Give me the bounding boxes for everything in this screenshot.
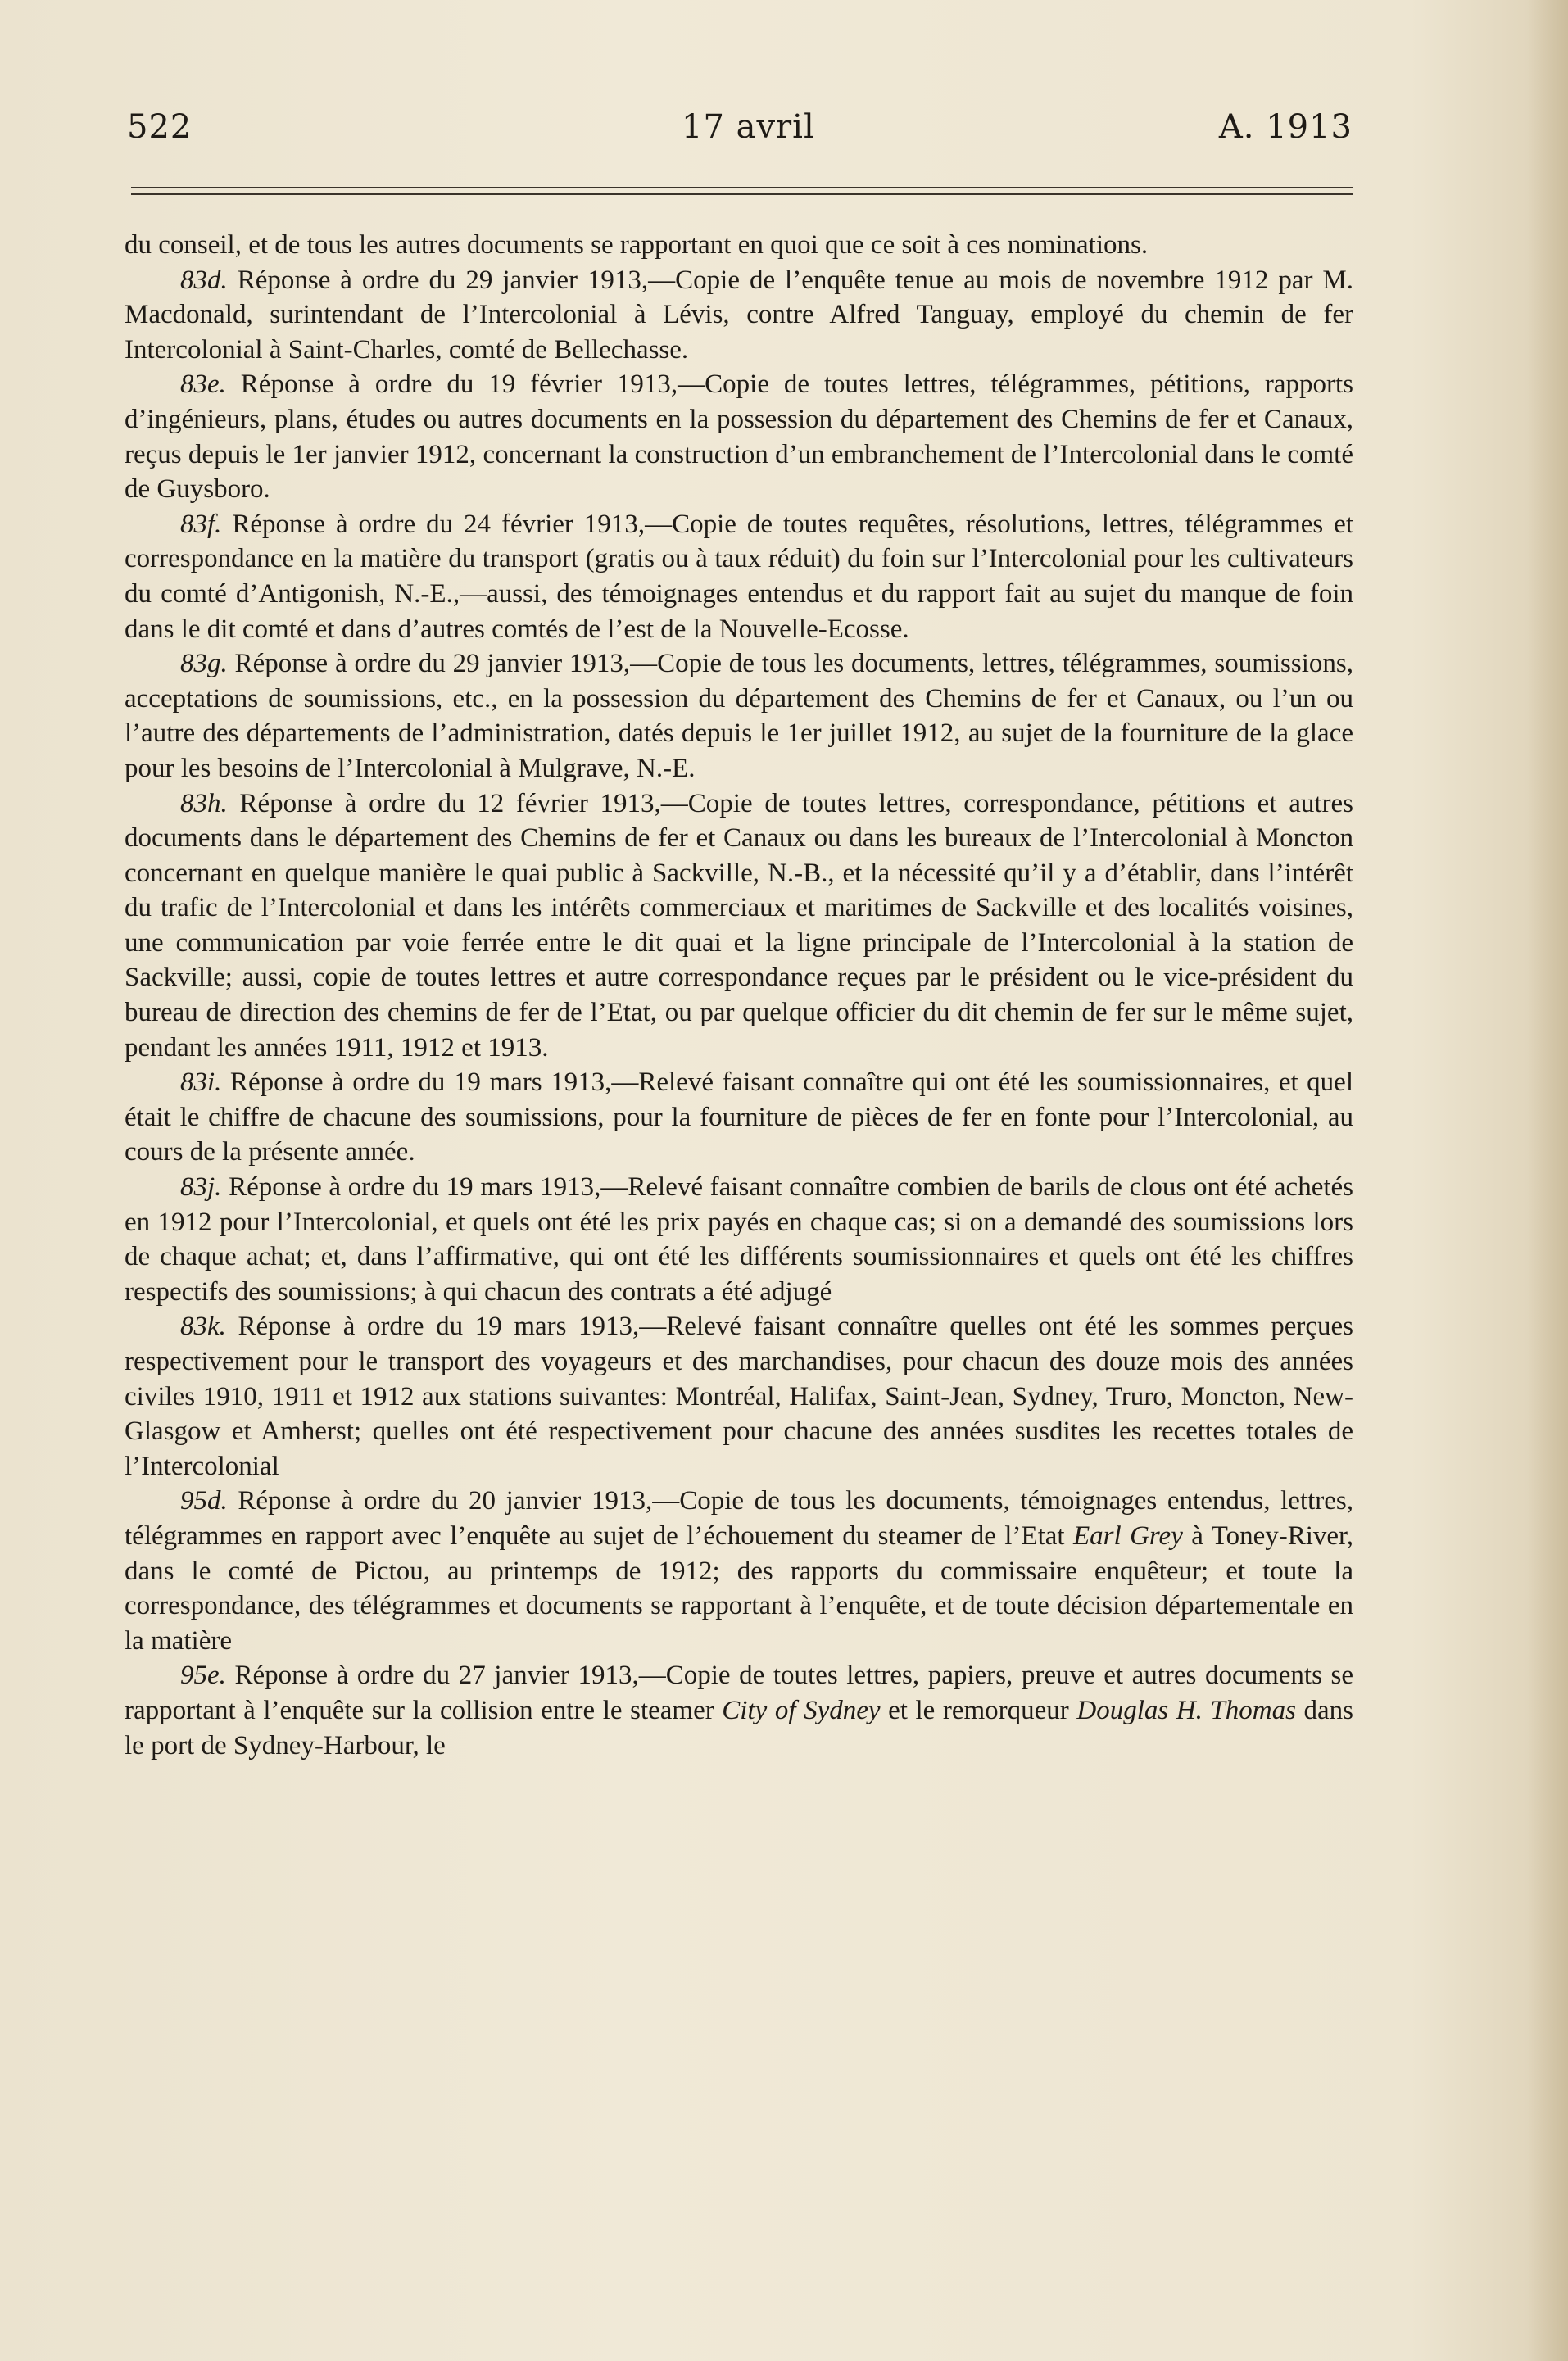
entry-text: Réponse à ordre du 29 janvier 1913,—Copie de tous les documents, lettres, télégrammes, soumissions, acceptations de soumissions, etc., en la possession du département des Chemins de fer et Canaux, ou l’un ou l’autre des départements de l’administration, datés depuis le 1er juillet 1912, au sujet de la fourniture de la glace pour les besoins de l’Intercolonial à Mulgrave, N.-E. [125, 649, 1353, 783]
entry-text: Réponse à ordre du 20 janvier 1913,—Copie de tous les documents, témoignages entendus, lettres, télégrammes en rapport avec l’enquête au sujet de l’échouement du steamer de l’Etat [125, 1486, 1353, 1551]
entry-text: Réponse à ordre du 29 janvier 1913,—Copie de l’enquête tenue au mois de novembre 1912 par M. Macdonald, surintendant de l’Intercolonial à Lévis, contre Alfred Tanguay, employé du chemin de fer Intercolonial à Saint-Charles, comté de Bellechasse. [125, 265, 1353, 365]
entry-text: Réponse à ordre du 12 février 1913,—Copie de toutes lettres, correspondance, pétitions et autres documents dans le département des Chemins de fer et Canaux ou dans les bureaux de l’Intercolonial à Moncton concernant en quelque manière le quai public à Sackville, N.-B., et la nécessité qu’il y a d’établir, dans l’intérêt du trafic de l’Intercolonial et dans les intérêts commerciaux et maritimes de Sackville et des localités voisines, une communication par voie ferrée entre le dit quai et la ligne principale de l’Intercolonial à la station de Sackville; aussi, copie de toutes lettres et autre correspondance reçues par le président ou le vice-président du bureau de direction des chemins de fer de l’Etat, ou par quelque officier du dit chemin de fer sur le même sujet, pendant les années 1911, 1912 et 1913. [125, 788, 1353, 1063]
entry-83d [125, 263, 1353, 368]
entry-ref: 95e. [180, 1661, 226, 1691]
page-edge-shadow [1527, 0, 1568, 2361]
entry-83k [125, 1309, 1353, 1484]
entry-95d [125, 1484, 1353, 1658]
header-year: A. 1913 [1218, 108, 1353, 146]
entry-95e [125, 1658, 1353, 1763]
entry-83j [125, 1170, 1353, 1309]
opening-paragraph: du conseil, et de tous les autres documents se rapportant en quoi que ce soit à ces nominations. [125, 230, 1149, 260]
entry-83e [125, 367, 1353, 506]
entry-ref: 83h. [180, 788, 228, 818]
entry-ref: 83f. [180, 509, 222, 539]
entry-ref: 83g. [180, 649, 228, 679]
entry-ref: 83j. [180, 1172, 222, 1203]
tugboat-name: Douglas H. Thomas [1076, 1695, 1296, 1725]
entry-83h [125, 786, 1353, 1066]
entry-text: Réponse à ordre du 19 mars 1913,—Relevé faisant connaître combien de barils de clous ont été achetés en 1912 pour l’Intercolonial, et quels ont été les prix payés en chaque cas; si on a demandé des soumissions lors de chaque achat; et, dans l’affirmative, qui ont été les différents soumissionnaires et quels ont été les chiffres respectifs des soumissions; à qui chacun des contrats a été adjugé [125, 1172, 1353, 1307]
entry-ref: 95d. [180, 1486, 228, 1516]
ship-name: Earl Grey [1073, 1520, 1183, 1551]
entry-ref: 83i. [180, 1067, 222, 1098]
header-date: 17 avril [682, 108, 815, 146]
header-rule-bottom [131, 193, 1353, 195]
entry-text: Réponse à ordre du 19 mars 1913,—Relevé faisant connaître qui ont été les soumissionnaires, et quel était le chiffre de chacune des soumissions, pour la fourniture de pièces de fer en fonte pour l’Intercolonial, au cours de la présente année. [125, 1067, 1353, 1167]
entry-ref: 83e. [180, 369, 226, 400]
header-rule-top [131, 187, 1353, 188]
entry-text: Réponse à ordre du 19 mars 1913,—Relevé faisant connaître quelles ont été les sommes perçues respectivement pour le transport des voyageurs et des marchandises, pour chacun des douze mois des années civiles 1910, 1911 et 1912 aux stations suivantes: Montréal, Halifax, Saint-Jean, Sydney, Truro, Moncton, New-Glasgow et Amherst; quelles ont été respectivement pour chacune des années susdites les recettes totales de l’Intercolonial [125, 1312, 1353, 1481]
entry-text-continued: à Toney-River, dans le comté de Pictou, au printemps de 1912; des rapports du commissaire enquêteur; et toute la correspondance, des télégrammes et documents se rapportant à l’enquête, et de toute décision départementale en la matière [125, 1520, 1353, 1656]
entry-83f [125, 507, 1353, 646]
entry-83i [125, 1065, 1353, 1170]
entry-83g [125, 646, 1353, 786]
ship-name: City of Sydney [722, 1695, 881, 1725]
entry-text: Réponse à ordre du 24 février 1913,—Copie de toutes requêtes, résolutions, lettres, télégrammes et correspondance en la matière du transport (gratis ou à taux réduit) du foin sur l’Intercolonial pour les cultivateurs du comté d’Antigonish, N.-E.,—aussi, des témoignages entendus et du rapport fait au sujet du manque de foin dans le dit comté et dans d’autres comtés de l’est de la Nouvelle-Ecosse. [125, 509, 1353, 644]
page-header [127, 108, 1353, 157]
entry-text: Réponse à ordre du 27 janvier 1913,—Copie de toutes lettres, papiers, preuve et autres documents se rapportant à l’enquête sur la collision entre le steamer [125, 1661, 1353, 1725]
entry-ref: 83d. [180, 265, 228, 295]
entry-text-middle: et le remorqueur [880, 1695, 1077, 1725]
page-number: 522 [127, 108, 193, 146]
entry-ref: 83k. [180, 1312, 226, 1342]
entry-text-continued: dans le port de Sydney-Harbour, le [125, 1695, 1354, 1761]
document-body [125, 228, 1353, 1763]
entry-text: Réponse à ordre du 19 février 1913,—Copie de toutes lettres, télégrammes, pétitions, rapports d’ingénieurs, plans, études ou autres documents en la possession du département des Chemins de fer et Canaux, reçus depuis le 1er janvier 1912, concernant la construction d’un embranchement de l’Intercolonial dans le comté de Guysboro. [125, 369, 1353, 505]
